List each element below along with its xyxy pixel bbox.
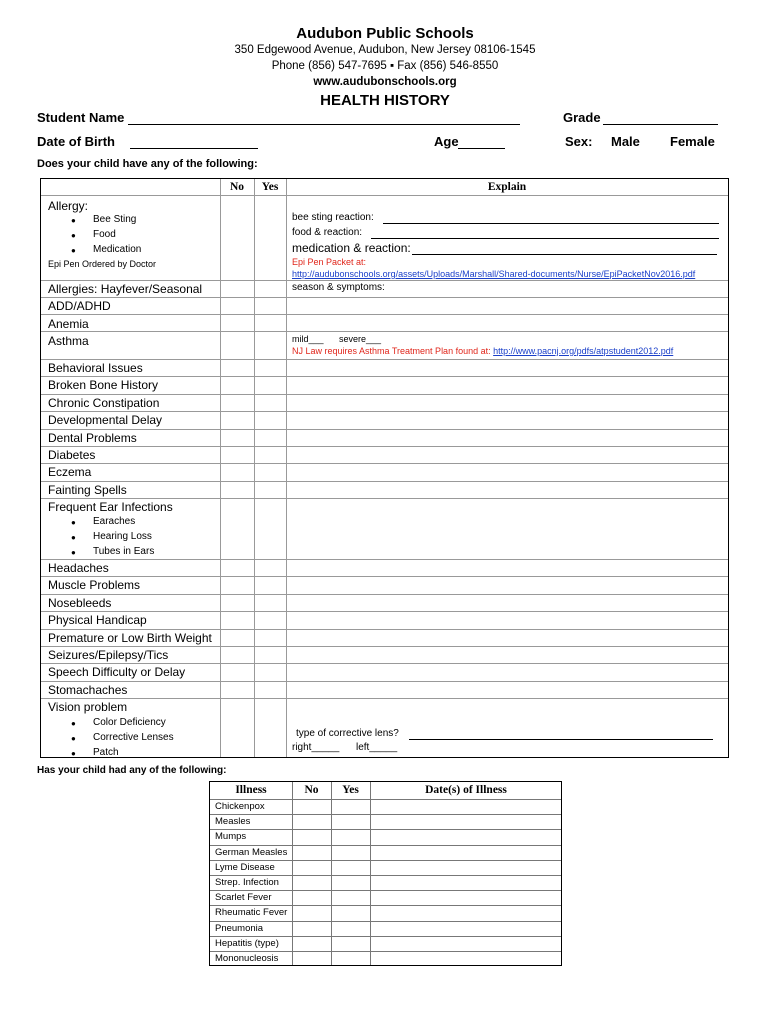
asthma-severe[interactable]: severe___: [339, 334, 382, 344]
epi-pen-note: Epi Pen Ordered by Doctor: [48, 259, 157, 269]
illness-row: Measles: [215, 816, 251, 828]
medication-reaction[interactable]: medication & reaction:: [292, 241, 411, 255]
age-field[interactable]: [458, 148, 505, 149]
asthma-law-note: NJ Law requires Asthma Treatment Plan found at: http://www.pacnj.org/pdfs/atpstudent2012.pdf: [292, 346, 674, 356]
sex-male-option[interactable]: Male: [611, 134, 640, 149]
header-illness-no: No: [304, 784, 319, 796]
col-divider: [286, 179, 287, 757]
allergy-medication: Medication: [93, 244, 142, 255]
ear-tubes: Tubes in Ears: [93, 546, 155, 557]
condition-row: Stomachaches: [48, 682, 128, 697]
condition-hayfever: Allergies: Hayfever/Seasonal: [48, 282, 203, 296]
student-name-field[interactable]: [128, 124, 520, 125]
asthma-mild[interactable]: mild___: [292, 334, 324, 344]
sex-label: Sex:: [565, 134, 593, 149]
dob-label: Date of Birth: [37, 134, 115, 149]
school-phone-fax: Phone (856) 547-7695 ▪ Fax (856) 546-8550: [271, 60, 499, 72]
sex-female-option[interactable]: Female: [670, 134, 715, 149]
header-illness-yes: Yes: [342, 784, 359, 796]
condition-row: Diabetes: [48, 448, 96, 462]
age-label: Age: [434, 134, 459, 149]
condition-row: Headaches: [48, 561, 109, 575]
header-yes: Yes: [261, 181, 279, 193]
illness-row: Lyme Disease: [215, 861, 275, 873]
ear-earaches: Earaches: [93, 516, 136, 527]
condition-anemia: Anemia: [48, 317, 89, 331]
illness-row: Mumps: [215, 831, 247, 843]
condition-row: Dental Problems: [48, 430, 137, 445]
epi-pen-packet-label: Epi Pen Packet at:: [292, 257, 367, 267]
condition-row: Premature or Low Birth Weight: [48, 630, 212, 645]
condition-row: Nosebleeds: [48, 595, 112, 610]
corrective-lens-type[interactable]: type of corrective lens?: [296, 728, 399, 739]
grade-label: Grade: [563, 110, 601, 125]
header-explain: Explain: [487, 181, 527, 193]
condition-row: Speech Difficulty or Delay: [48, 665, 186, 680]
condition-ear-infections: Frequent Ear Infections: [48, 500, 173, 514]
condition-row: Seizures/Epilepsy/Tics: [48, 648, 169, 662]
condition-asthma: Asthma: [48, 334, 89, 348]
vision-patch: Patch: [93, 747, 119, 758]
illness-row: Chickenpox: [215, 801, 265, 812]
condition-adhd: ADD/ADHD: [48, 299, 111, 313]
lens-right[interactable]: right_____: [292, 742, 340, 753]
illness-row: Scarlet Fever: [215, 892, 272, 904]
condition-row: Eczema: [48, 465, 92, 480]
school-name: Audubon Public Schools: [296, 25, 474, 42]
asthma-plan-link[interactable]: http://www.pacnj.org/pdfs/atpstudent2012.pdf: [493, 346, 674, 356]
condition-row: Chronic Constipation: [48, 395, 160, 410]
condition-row: Fainting Spells: [48, 482, 127, 497]
condition-vision: Vision problem: [48, 700, 128, 714]
vision-color-deficiency: Color Deficiency: [93, 717, 166, 728]
illness-row: Strep. Infection: [215, 877, 279, 888]
illness-row: Pneumonia: [215, 922, 264, 934]
condition-row: Muscle Problems: [48, 578, 141, 593]
condition-row: Developmental Delay: [48, 413, 163, 428]
col-divider: [254, 179, 255, 757]
question-had-illnesses: Has your child had any of the following:: [37, 765, 227, 776]
illness-row: German Measles: [215, 846, 288, 858]
bee-sting-reaction[interactable]: bee sting reaction:: [292, 212, 374, 223]
student-name-label: Student Name: [37, 110, 125, 125]
question-have-conditions: Does your child have any of the following:: [37, 158, 258, 170]
illness-row: Rheumatic Fever: [215, 907, 288, 919]
col-divider: [220, 179, 221, 757]
header-illness-dates: Date(s) of Illness: [425, 784, 507, 796]
form-title: HEALTH HISTORY: [320, 92, 450, 109]
allergy-bee-sting: Bee Sting: [93, 214, 137, 225]
lens-left[interactable]: left_____: [356, 742, 398, 753]
school-website: www.audubonschools.org: [313, 76, 457, 88]
school-address: 350 Edgewood Avenue, Audubon, New Jersey 08106-1545: [234, 44, 536, 56]
condition-allergy: Allergy:: [48, 199, 89, 213]
illness-row: Mononucleosis: [215, 953, 279, 964]
ear-hearing-loss: Hearing Loss: [93, 531, 152, 542]
header-no: No: [229, 181, 245, 193]
condition-row: Broken Bone History: [48, 378, 159, 393]
illness-row: Hepatitis (type): [215, 937, 279, 949]
condition-row: Behavioral Issues: [48, 361, 143, 375]
conditions-table: No Yes Explain Allergy: ● Bee Sting ● Food ● Medication Epi Pen Ordered by Doctor bee sting reaction: food & reaction: medication & reaction: Epi Pen Packet at: http://audubonschools.org/assets/Uploads/Marshall/Shared-documents/Nurse/EpiPacketNov2016.pdf Allergies: Hayfever/Seasonal season & symptoms: ADD/ADHD Anemia Asthma mild___ severe___ NJ Law requires Asthma Treatment Plan found at: http://www.pacnj.org/pdfs/atpstudent2012.pdf Frequent Ear Infections ● Earaches ● Hearing Loss ● Tubes in Ears Vision problem ● Color Deficiency ● Corrective Lenses ● Patch type of corrective lens? right_____ left_____ Behavioral Issues Broken Bone History Chronic Constipation Developmental Delay Dental Problems Diabetes Eczema Fainting Spells Headaches Muscle Problems Nosebleeds Physical Handicap Premature or Low Birth Weight Seizures/Epilepsy/Tics Speech Difficulty or Delay Stomachaches: [40, 178, 729, 758]
vision-corrective-lenses: Corrective Lenses: [93, 732, 174, 743]
illness-table: [209, 781, 562, 966]
condition-row: Physical Handicap: [48, 613, 147, 628]
epi-pen-packet-link[interactable]: http://audubonschools.org/assets/Uploads/Marshall/Shared-documents/Nurse/EpiPacketNov2016.pdf: [292, 269, 696, 279]
season-symptoms: season & symptoms:: [292, 282, 385, 293]
allergy-food: Food: [93, 229, 116, 240]
grade-field[interactable]: [603, 124, 718, 125]
food-reaction[interactable]: food & reaction:: [292, 227, 363, 238]
header-illness: Illness: [235, 784, 267, 796]
dob-field[interactable]: [130, 148, 258, 149]
